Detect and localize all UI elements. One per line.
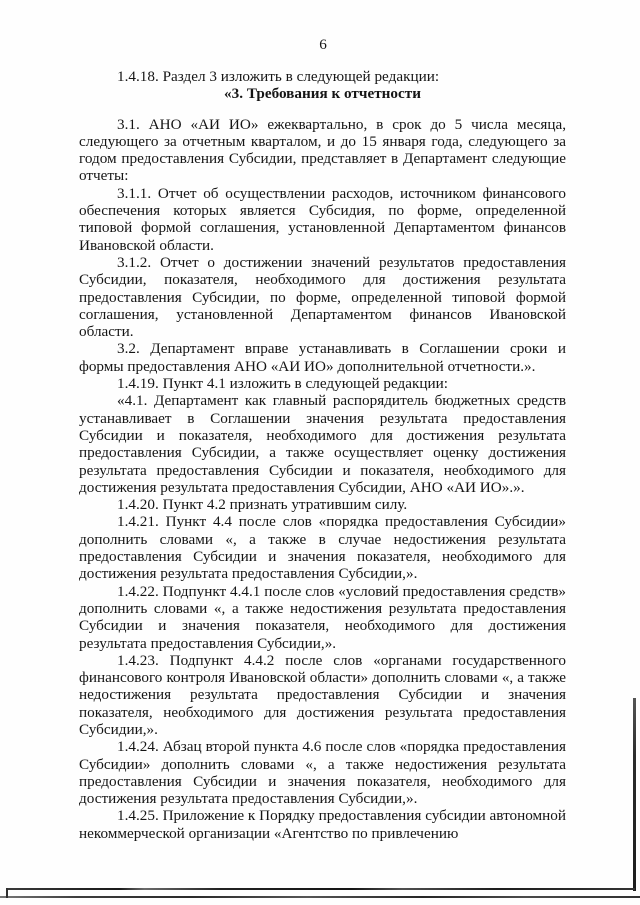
paragraph: 1.4.20. Пункт 4.2 признать утратившим силу. [117, 496, 408, 514]
paragraph: 3.1.1. Отчет об осуществлении расходов, источником финансового обеспечения которых является Субсидия, по форме, определенной типовой формой соглашения, установленной Департаментом финансов Ивановской области. [79, 184, 566, 254]
scan-edge-line-bottom-lower [0, 896, 640, 898]
section-heading: «3. Требования к отчетности [224, 85, 421, 103]
paragraph: 1.4.24. Абзац второй пункта 4.6 после слов «порядка предоставления Субсидии» дополнить словами «, а также недостижения результата предоставления Субсидии и значения показателя, необходимого для достижения результата предоставления Субсидии,». [79, 738, 566, 808]
paragraph: 3.1.2. Отчет о достижении значений результатов предоставления Субсидии, показателя, необходимого для достижения результата предоставления Субсидии, по форме, определенной типовой формой соглашения, установленной Департаментом финансов Ивановской области. [79, 253, 566, 341]
paragraph: 1.4.21. Пункт 4.4 после слов «порядка предоставления Субсидии» дополнить словами «, а также в случае недостижения результата предоставления Субсидии и значения показателя, необходимого для достижения результата предоставления Субсидии,». [79, 513, 566, 583]
page-number: 6 [319, 36, 327, 53]
paragraph: 3.1. АНО «АИ ИО» ежеквартально, в срок до 5 числа месяца, следующего за отчетным кварталом, и до 15 января года, следующего за годом предоставления Субсидии, представляет в Департамент следующие отчеты: [79, 115, 566, 185]
text-block [79, 68, 566, 842]
paragraph: 3.2. Департамент вправе устанавливать в Соглашении сроки и формы предоставления АНО «АИ ИО» дополнительной отчетности.». [79, 340, 566, 375]
scan-edge-line-bottom-upper [6, 888, 635, 890]
scan-edge-corner-left [6, 888, 8, 898]
paragraph: 1.4.19. Пункт 4.1 изложить в следующей редакции: [117, 375, 448, 393]
paragraph: «4.1. Департамент как главный распорядитель бюджетных средств устанавливает в Соглашении значения результата предоставления Субсидии и показателя, необходимого для достижения результата предоставления Субсидии, а также осуществляет оценку достижения результата предоставления Субсидии и показателя, необходимого для достижения результата предоставления Субсидии, АНО «АИ ИО».». [79, 392, 566, 496]
paragraph: 1.4.18. Раздел 3 изложить в следующей редакции: [117, 68, 440, 85]
paragraph: 1.4.22. Подпункт 4.4.1 после слов «условий предоставления средств» дополнить словами «, а также недостижения результата предоставления Субсидии и значения показателя, необходимого для достижения результата предоставления Субсидии,». [79, 582, 566, 652]
scan-edge-line-right [633, 698, 636, 891]
paragraph: 1.4.23. Подпункт 4.4.2 после слов «органами государственного финансового контроля Ивановской области» дополнить словами «, а также недостижения результата предоставления Субсидии и значения показателя, необходимого для достижения результата предоставления Субсидии,». [79, 651, 566, 738]
paragraph: 1.4.25. Приложение к Порядку предоставления субсидии автономной некоммерческой организации «Агентство по привлечению [79, 807, 566, 842]
